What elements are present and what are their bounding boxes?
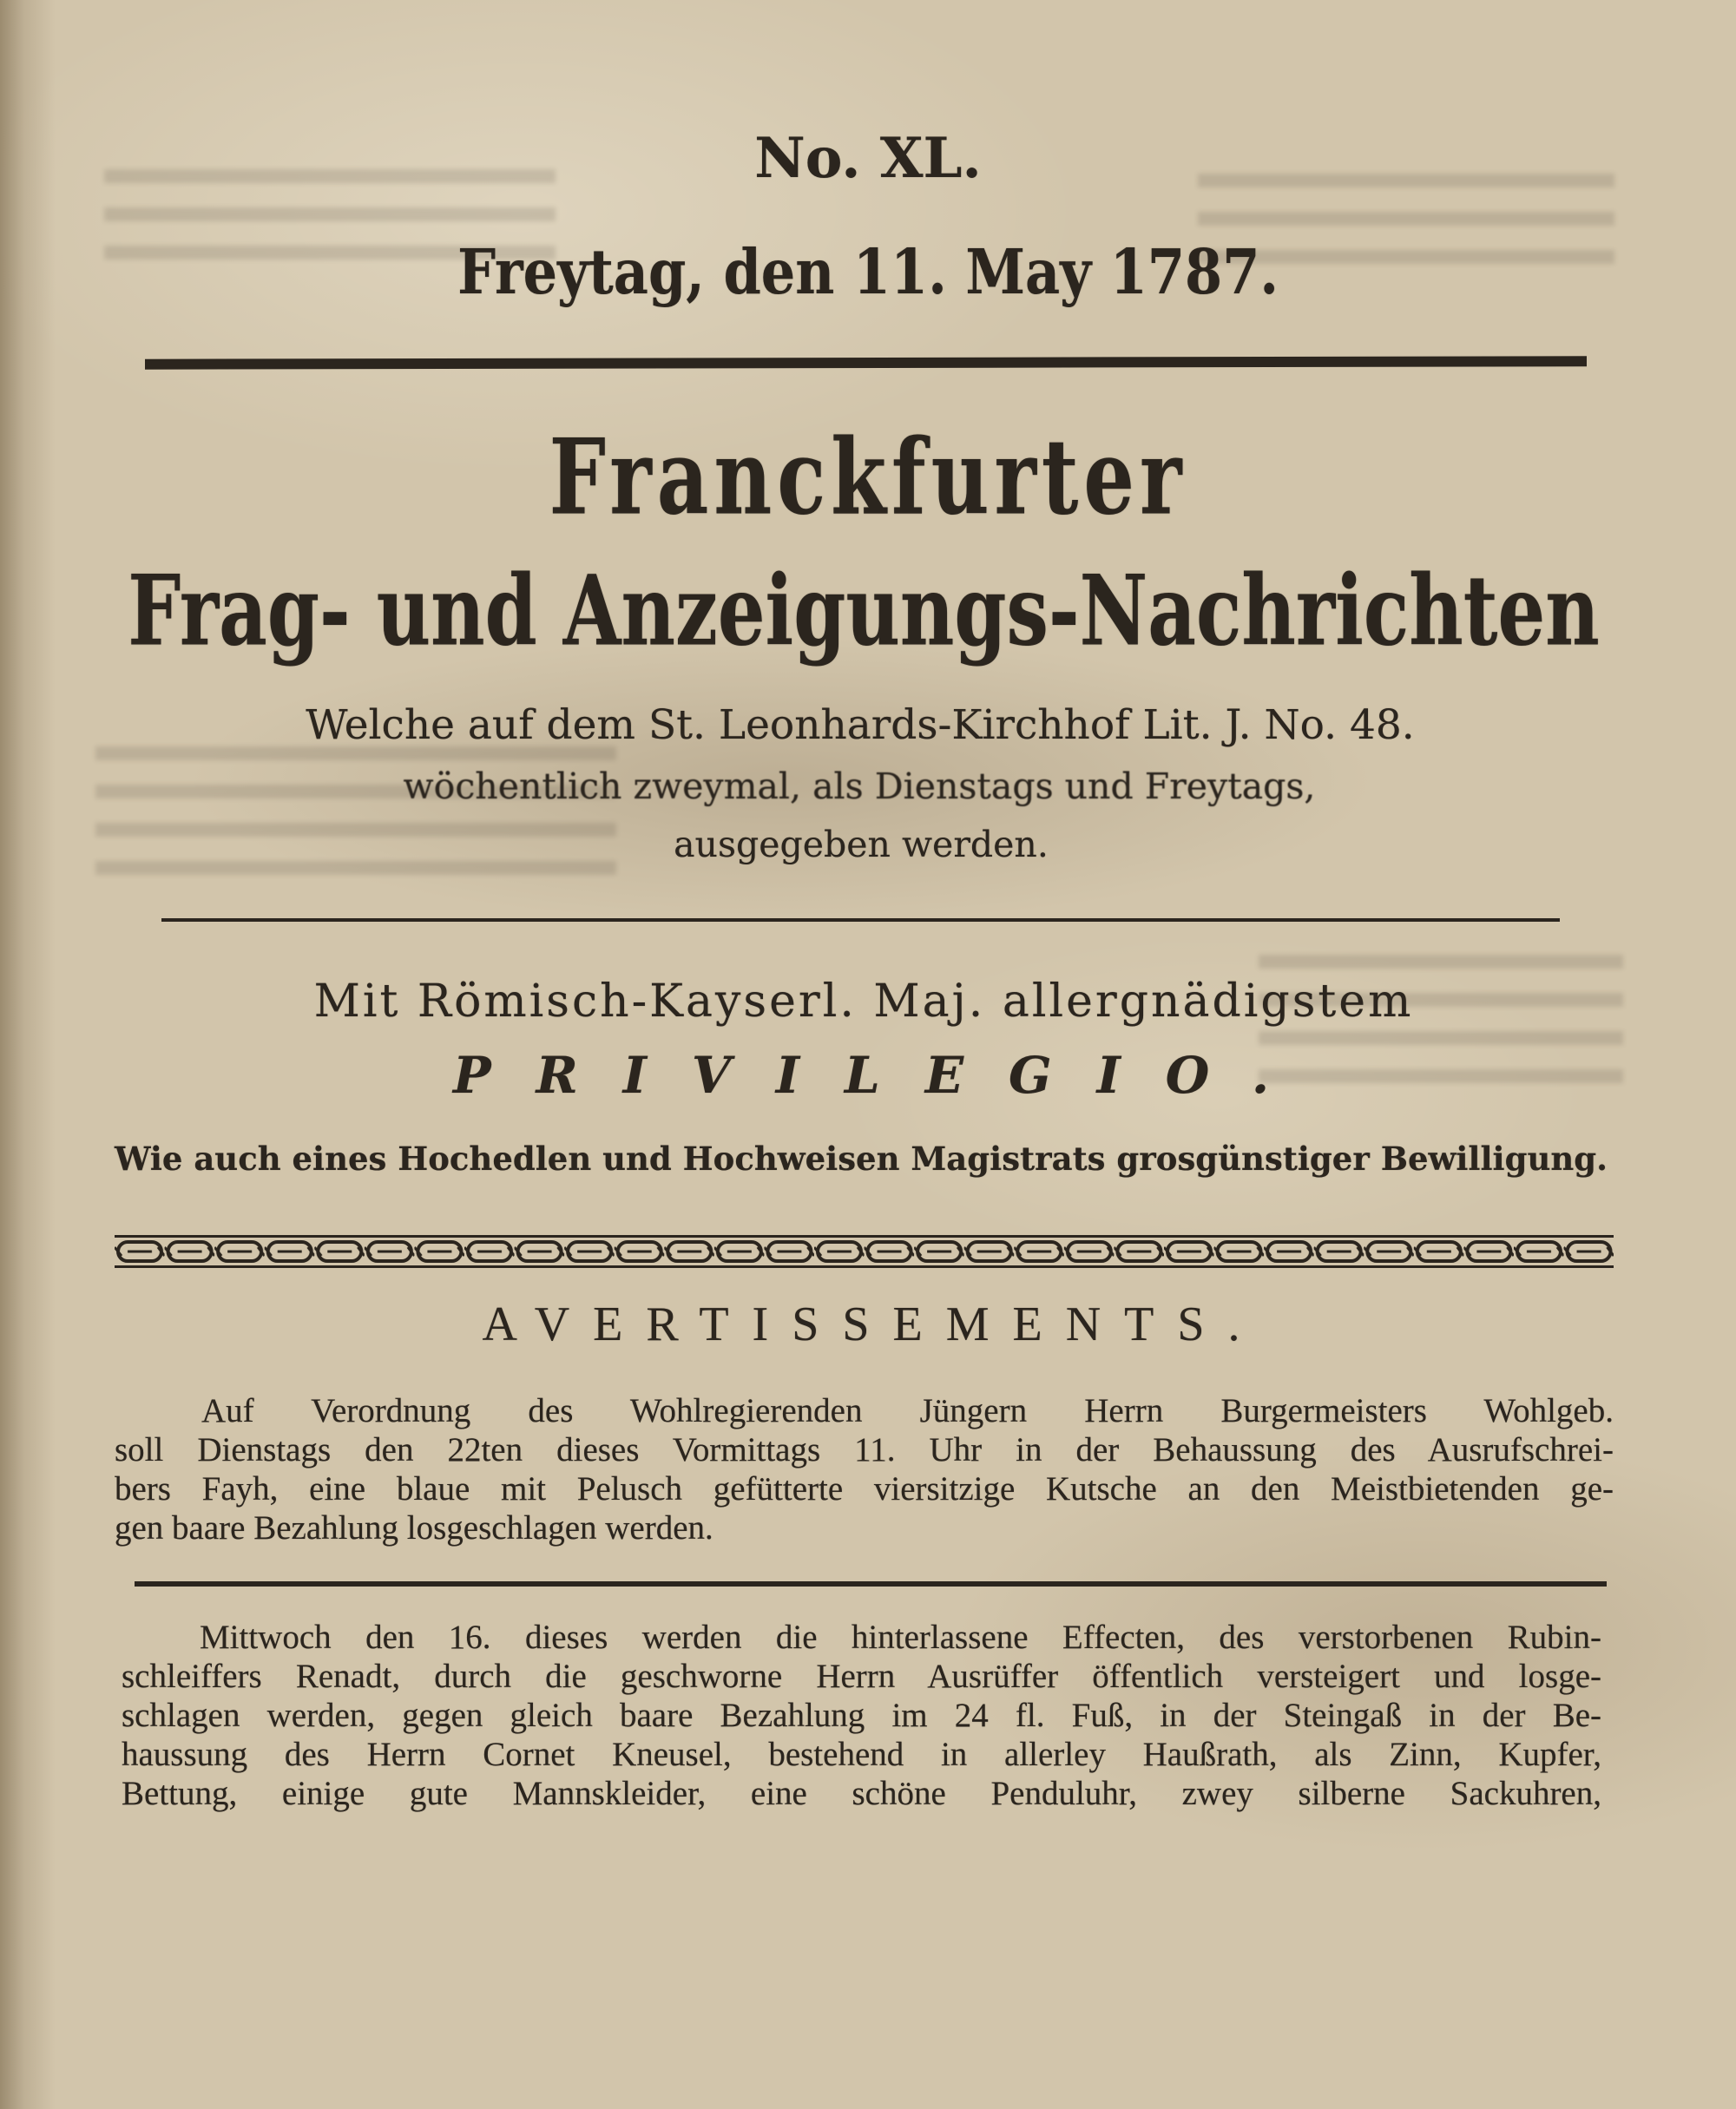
advertisement-line: Mittwoch den 16. dieses werden die hinterlassene Effecten, des verstorbenen Rubin- — [200, 1619, 1601, 1656]
header-rule — [161, 918, 1560, 922]
section-heading — [0, 1294, 1729, 1355]
advertisement-line: bers Fayh, eine blaue mit Pelusch gefütterte viersitzige Kutsche an den Meistbietenden ge- — [115, 1470, 1614, 1508]
issued-line: ausgegeben werden. — [674, 824, 1049, 865]
ornamental-chain-border — [115, 1232, 1614, 1271]
newspaper-title-line1: Franckfurter — [549, 416, 1187, 539]
advertisement-estate-auction — [122, 1618, 1601, 1813]
advertisement-line: soll Dienstags den 22ten dieses Vormittags 11. Uhr in der Behaussung des Ausrufschrei- — [115, 1431, 1614, 1468]
magistrate-approval-line: Wie auch eines Hochedlen und Hochweisen Magistrats grosgünstiger Bewilligung. — [114, 1140, 1608, 1178]
issue-number: No. XL. — [754, 126, 982, 191]
advertisement-line: gen baare Bezahlung losgeschlagen werden. — [115, 1509, 713, 1547]
chain-border-bottom-line — [115, 1265, 1614, 1268]
newspaper-title-line2: Frag- und Anzeigungs-Nachrichten — [128, 554, 1600, 668]
advertisement-line: Bettung, einige gute Mannskleider, eine schöne Penduluhr, zwey silberne Sackuhren, — [122, 1775, 1601, 1812]
date-line: Freytag, den 11. May 1787. — [457, 235, 1279, 309]
chain-border-links — [115, 1238, 1614, 1265]
masthead-rule — [145, 356, 1587, 369]
advertisement-line: schleiffers Renadt, durch die geschworne Herrn Ausrüffer öffentlich versteigert und losge- — [122, 1658, 1601, 1695]
advertisement-carriage-auction — [115, 1391, 1614, 1547]
advertisement-line: Auf Verordnung des Wohlregierenden Jüngern Herrn Burgermeisters Wohlgeb. — [201, 1392, 1614, 1429]
schedule-line: wöchentlich zweymal, als Dienstags und Freytags, — [403, 765, 1316, 807]
privilege-word-text: PRIVILEGIO. — [452, 1046, 1315, 1105]
section-heading-text: AVERTISSEMENTS. — [482, 1298, 1264, 1351]
advertisement-divider — [135, 1581, 1607, 1587]
chain-border-top-line — [115, 1235, 1614, 1238]
advertisement-line: haussung des Herrn Cornet Kneusel, bestehend in allerley Haußrath, als Zinn, Kupfer, — [122, 1736, 1601, 1773]
publisher-line: Welche auf dem St. Leonhards-Kirchhof Lit. J. No. 48. — [306, 701, 1415, 749]
privilege-word — [0, 1045, 1729, 1106]
privilege-line: Mit Römisch-Kayserl. Maj. allergnädigstem — [313, 976, 1414, 1028]
advertisement-line: schlagen werden, gegen gleich baare Bezahlung im 24 fl. Fuß, in der Steingaß in der Be- — [122, 1697, 1601, 1734]
